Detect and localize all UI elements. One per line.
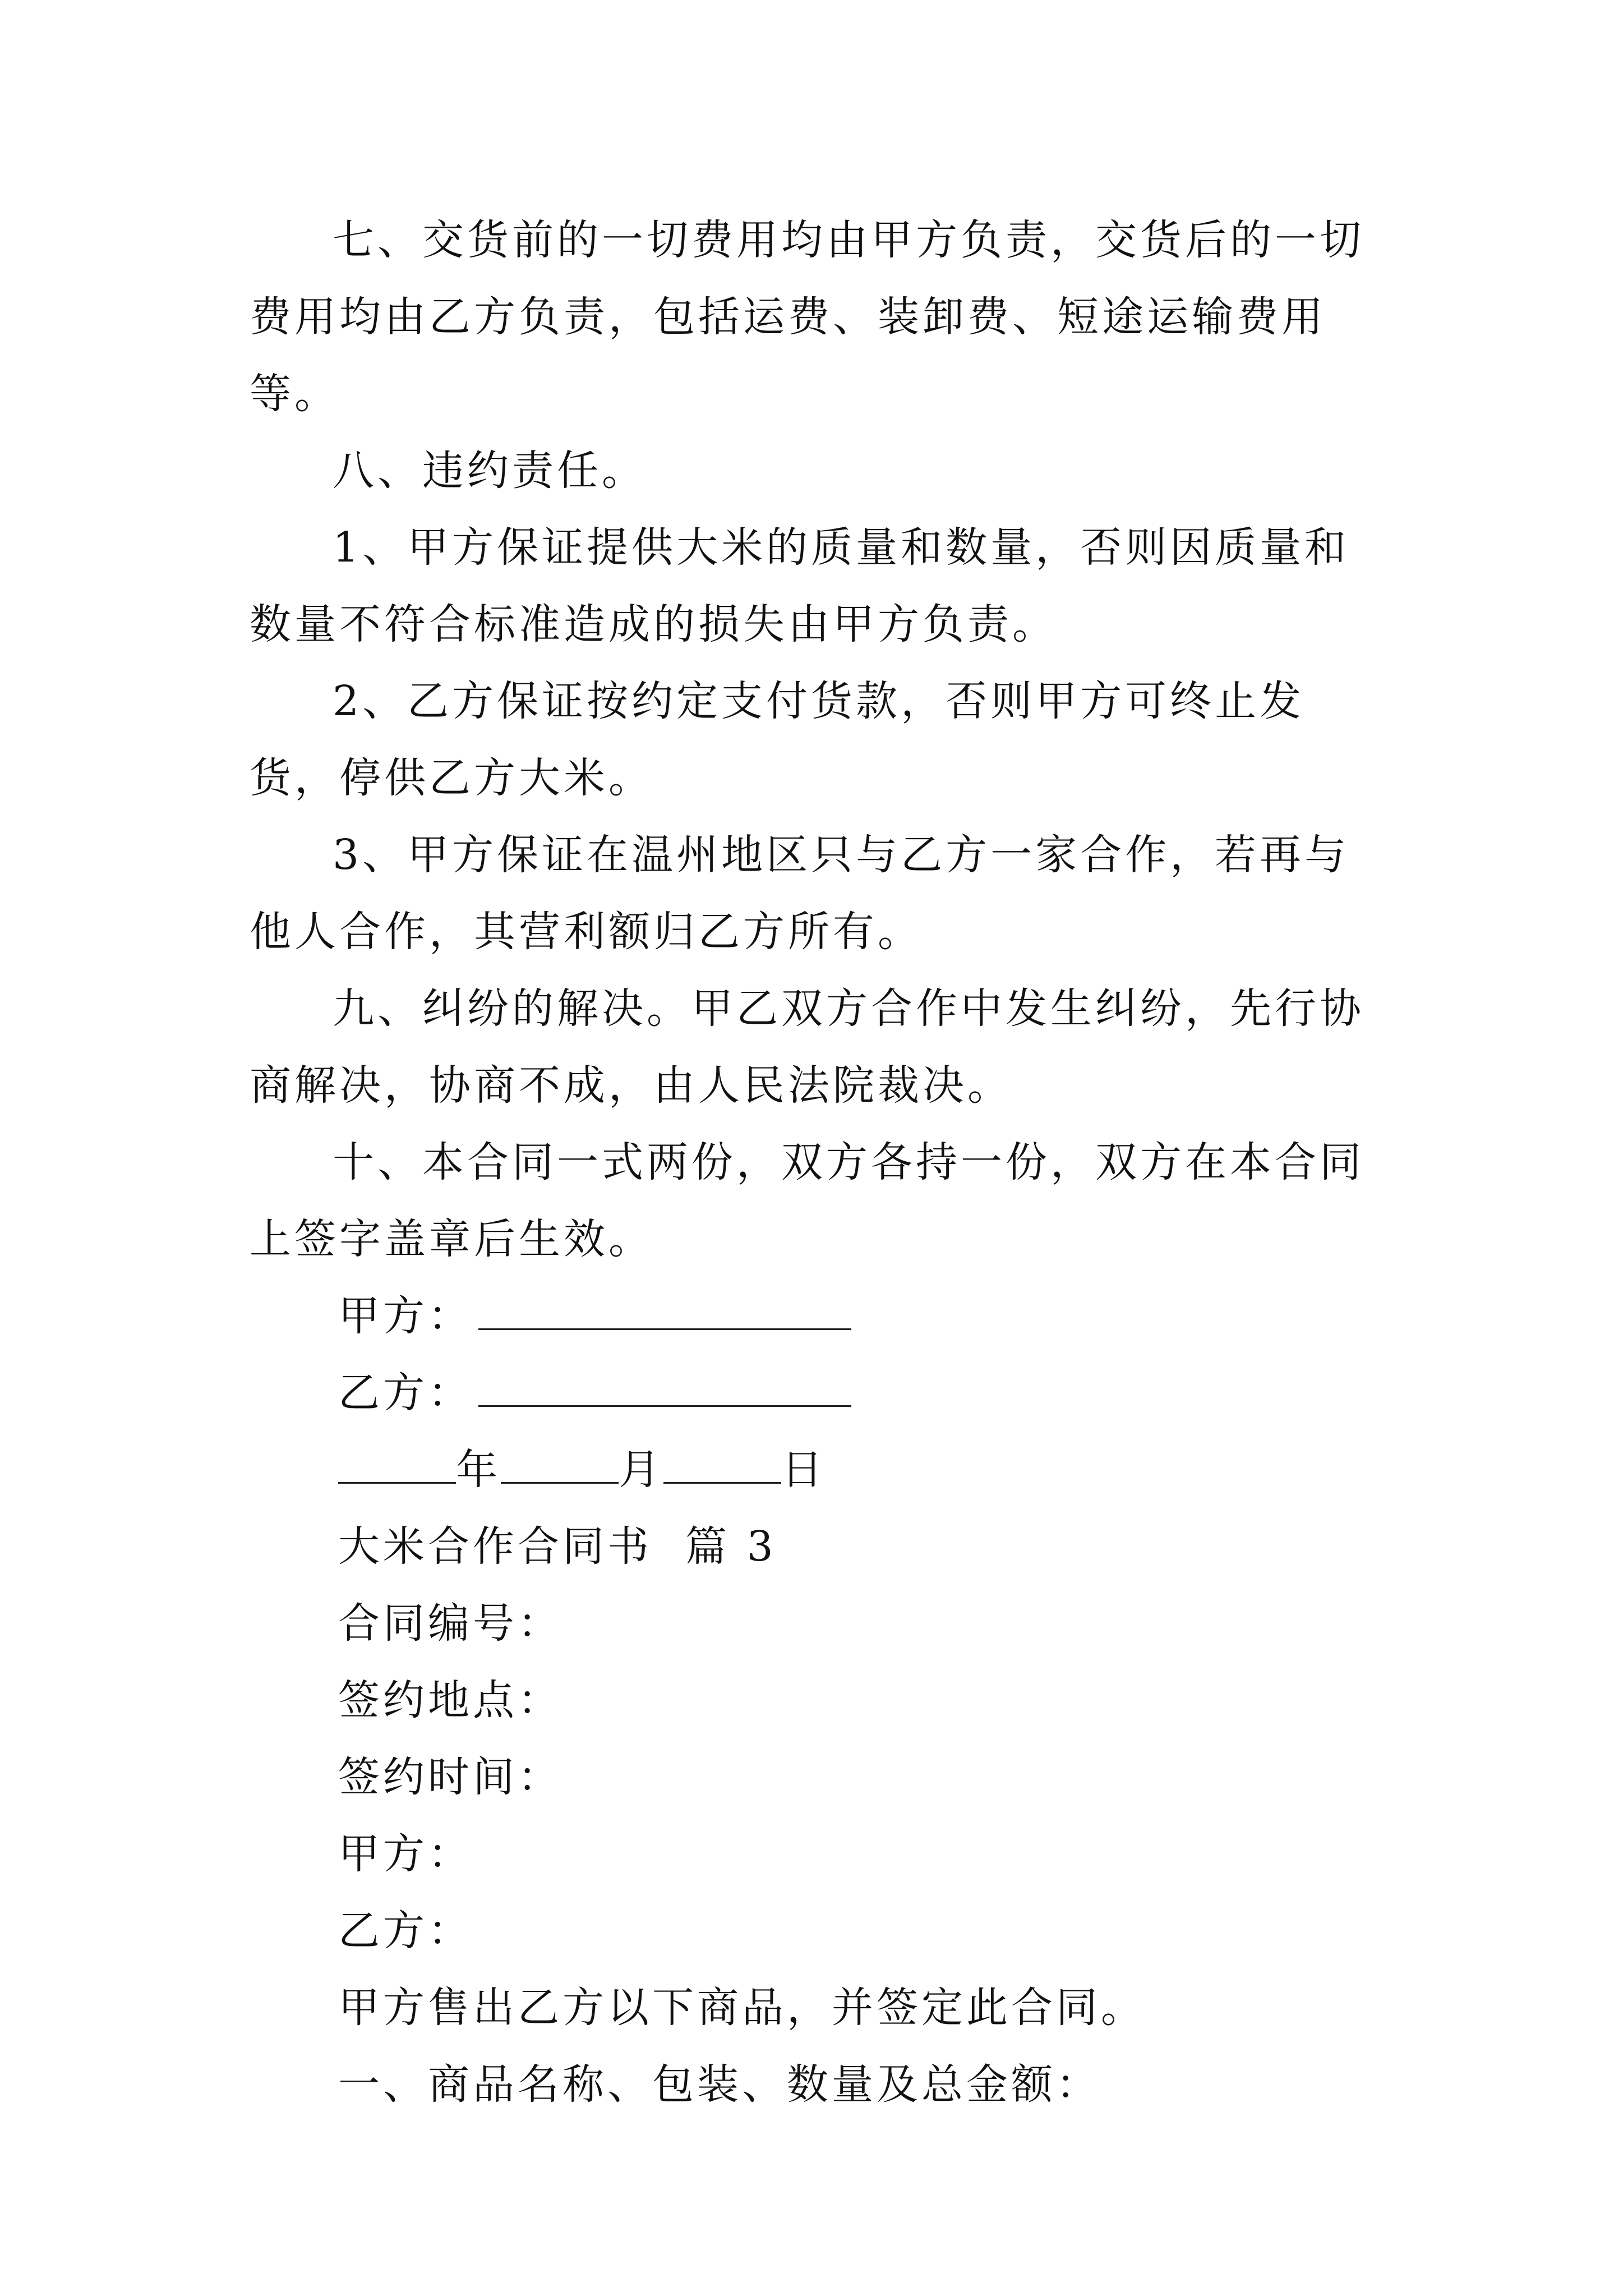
party-a-signature-blank	[478, 1306, 851, 1330]
section-3-intro: 甲方售出乙方以下商品，并签定此合同。	[338, 1984, 1146, 2032]
clause-8-2: 2、乙方保证按约定支付货款，否则甲方可终止发货，停供乙方大米。	[250, 677, 1305, 802]
year-label: 年	[456, 1446, 501, 1494]
clause-9: 九、纠纷的解决。甲乙双方合作中发生纠纷，先行协商解决，协商不成，由人民法院裁决。	[250, 984, 1364, 1110]
clause-10: 十、本合同一式两份，双方各持一份，双方在本合同上签字盖章后生效。	[250, 1138, 1364, 1263]
month-label: 月	[619, 1446, 663, 1494]
signature-date-line	[250, 1432, 1382, 1508]
clause-8-1: 1、甲方保证提供大米的质量和数量，否则因质量和数量不符合标准造成的损失由甲方负责。	[250, 523, 1350, 648]
day-label: 日	[781, 1446, 826, 1494]
signing-time-label: 签约时间：	[338, 1753, 562, 1801]
party-a-signature-label: 甲方：	[338, 1292, 473, 1340]
party-a-signature-line	[250, 1278, 1382, 1355]
section-3-item-1: 一、商品名称、包装、数量及总金额：	[338, 2060, 1101, 2109]
clause-8-heading: 八、违约责任。	[333, 447, 647, 495]
signing-place-label: 签约地点：	[338, 1676, 562, 1724]
month-blank	[501, 1460, 619, 1484]
section-3-title: 大米合作合同书 篇 3	[338, 1522, 777, 1571]
document-body	[250, 202, 1382, 2123]
clause-8-3: 3、甲方保证在温州地区只与乙方一家合作，若再与他人合作，其营利额归乙方所有。	[250, 831, 1350, 956]
day-blank	[663, 1460, 781, 1484]
section-3-party-b-label: 乙方：	[338, 1907, 473, 1955]
contract-number-label: 合同编号：	[338, 1599, 562, 1648]
party-b-signature-label: 乙方：	[338, 1369, 473, 1417]
section-3-party-a-label: 甲方：	[338, 1830, 473, 1878]
party-b-signature-blank	[478, 1383, 851, 1407]
year-blank	[338, 1460, 456, 1484]
party-b-signature-line	[250, 1355, 1382, 1432]
clause-7: 七、交货前的一切费用均由甲方负责，交货后的一切费用均由乙方负责，包括运费、装卸费、短途运输费用等。	[250, 216, 1364, 418]
